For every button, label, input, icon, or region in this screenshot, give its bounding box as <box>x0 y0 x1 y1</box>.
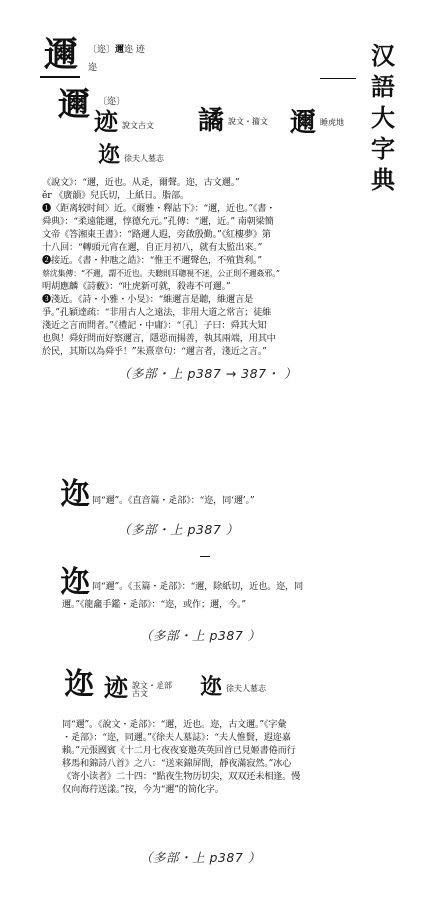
entry4-line: ・辵部》：“迩，同邇。”《徐夫人墓誌》：“夫人惟賢，遐迩嘉 <box>62 732 291 743</box>
entry1-line: 淺近之言而問者。”《禮記・中庸》：“〔孔〕子曰：舜其大知 <box>42 320 267 331</box>
entry4-line: 移馬和錦詩八首》之八：“送來錦屏間，靜夜滿寂然。”冰心 <box>62 758 292 769</box>
side-title-char: 汉 <box>371 41 395 70</box>
top-fragment-rest: 迩 迹 <box>124 45 145 55</box>
entry4-variant-char: 迹 <box>104 673 128 702</box>
entry4-line: 仅向海荇送漾。”按，今为“邇”的简化字。 <box>62 784 224 795</box>
entry1-line: ❶〈距离较时间〉近。《爾雅・釋詁下》：“邇，近也。”《書・ <box>42 203 276 214</box>
side-title-char: 大 <box>371 103 395 132</box>
entry1-variant-char: 邇 <box>290 108 317 138</box>
entry2-headword: 迩 <box>60 477 90 512</box>
entry1-line: 也與！舜好問而好察邇言，隱惡而揚善，執其兩端，用其中 <box>42 333 276 344</box>
entry4-line: 賴。”元張國賓《十二月七夜夜宴邀英英回首已見姬書倦而行 <box>62 745 296 756</box>
rule <box>200 556 210 557</box>
entry4-variant-label: 說文・辵部 古文 <box>132 681 172 699</box>
entry1-line: 蔡沈集傳：“不邇，謂不近也。夫聽則耳聰視不迷，公正則不邇姦邪。” <box>42 269 280 278</box>
entry4-line: 同“邇”。《說文・辵部》：“邇，近也。迩，古文邇。”《字彙 <box>62 719 287 730</box>
entry1-variant-label: 睡虎地 <box>320 118 344 127</box>
entry1-line: ❷接近。《書・仲虺之誥》：“惟王不邇聲色，不殖貨利。” <box>42 255 262 266</box>
side-title-char: 典 <box>371 165 395 194</box>
entry1-tag: 〔迩〕 <box>98 97 126 107</box>
entry1-seal-char: 迩 <box>98 142 121 168</box>
rule <box>40 76 80 78</box>
top-fragment-note2: 迩 <box>88 63 98 73</box>
entry1-seal-label: 徐夫人墓志 <box>124 154 164 163</box>
entry1-variant-label: 說文古文 <box>122 121 154 130</box>
entry1-line: 明胡應麟《詩藪》：“吐虎新可就，殺毒不可邇。” <box>42 281 231 292</box>
rule <box>320 78 356 79</box>
top-fragment-tag: 〔迩〕 <box>88 45 116 55</box>
entry1-line: 舜典》：“柔遠能邇，惇德允元。”孔傳：“邇，近。” 南朝梁簡 <box>42 216 274 227</box>
handwritten-note: （多部・上 p387 ） <box>140 628 261 643</box>
side-title-char: 語 <box>371 72 395 101</box>
entry1-variant-char: 譎 <box>198 106 225 136</box>
entry1-variant-char: 迹 <box>94 107 118 136</box>
side-title-char: 字 <box>371 134 395 163</box>
entry1-line: 十八回：“轉頭元宵在邇，自正月初八，就有太監出來。” <box>42 242 263 253</box>
entry1-line: ❸淺近。《詩・小雅・小旻》：“維邇言是聽，維邇言是 <box>42 294 253 305</box>
entry3-text-line: 邇。”《龍龕手鑑・辵部》：“迩，或作；邇，今。” <box>62 599 246 610</box>
entry1-line: 爭。”孔穎達疏：“非用古人之遠法，非用大道之常言；徒維 <box>42 307 272 318</box>
entry1-variant-label: 說文・籀文 <box>228 117 268 126</box>
entry3-text-line: 同“邇”。《玉篇・辵部》：“邇，除紙切，近也。迩，同 <box>92 581 304 592</box>
handwritten-note: （多部・上 p387 ） <box>140 850 261 865</box>
entry3-headword: 迩 <box>60 565 90 600</box>
top-fragment-note <box>88 42 145 55</box>
entry1-line: 《說文》：“邇，近也。从辵，爾聲。迩，古文邇。” <box>42 177 240 188</box>
entry1-line: 於民，其斯以為舜乎！”朱熹章句：“邇言者，淺近之言。” <box>42 346 267 357</box>
entry2-text: 同“邇”。《直音篇・辵部》：“迩，同‘邇’。” <box>92 495 255 506</box>
entry1-line: ěr 《廣韻》兒氏切，上紙日。脂部。 <box>42 190 189 201</box>
top-fragment-char: 邇 <box>44 35 78 75</box>
entry1-body <box>42 176 368 358</box>
entry1-line: 文帝《答湘東王書》：“路邇人遐，旁啟殷勤。”《紅樓夢》第 <box>42 229 271 240</box>
handwritten-note: （多部・上 p387 → 387・ ） <box>118 366 298 381</box>
entry4-headword: 迩 <box>64 667 94 702</box>
entry4-seal-char: 迩 <box>200 674 223 700</box>
handwritten-note: （多部・上 p387 ） <box>118 522 239 537</box>
top-fragment-bold: 邇 <box>115 45 125 55</box>
side-title <box>371 40 401 195</box>
entry4-line: 《寄小读者》二十四：“點夜生物历切尖，双双还未相逢。慢 <box>62 771 301 782</box>
entry1-headword: 邇 <box>58 85 91 123</box>
entry4-seal-label: 徐夫人墓志 <box>226 684 266 693</box>
entry4-body <box>62 718 382 796</box>
